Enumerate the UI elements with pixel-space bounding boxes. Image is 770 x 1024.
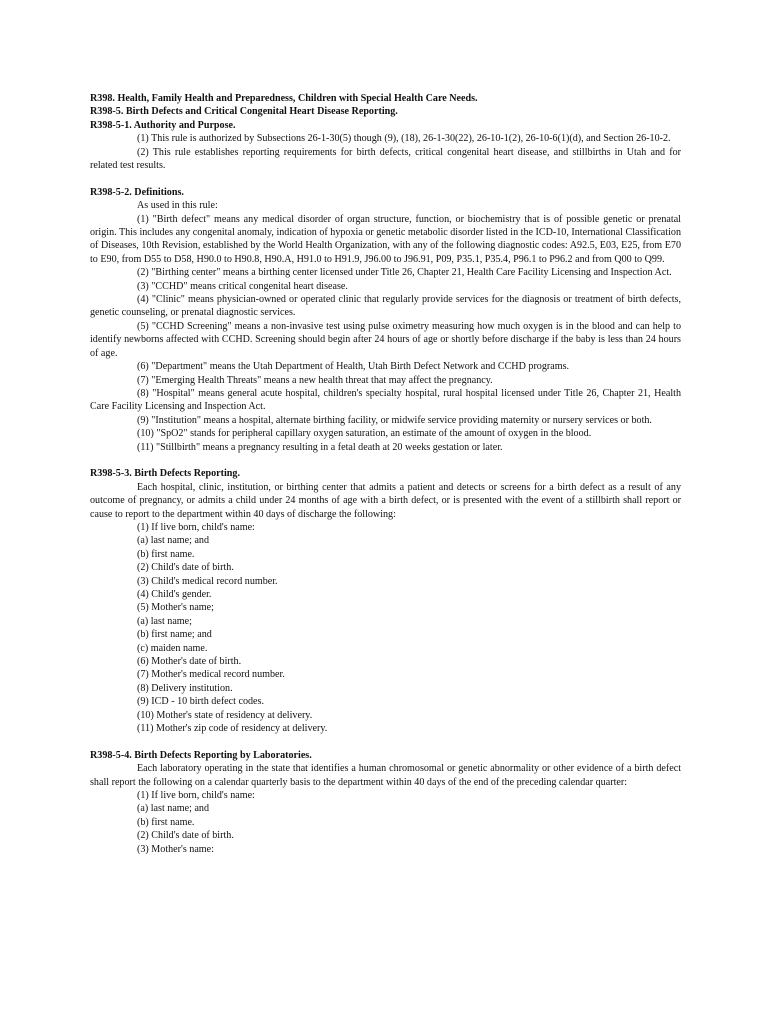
list-item: (1) If live born, child's name: — [137, 790, 255, 802]
list-item: (3) Child's medical record number. — [137, 575, 278, 587]
list-item: (2) Child's date of birth. — [137, 562, 234, 574]
section-1-title: R398-5-1. Authority and Purpose. — [90, 119, 236, 131]
section-3-list — [90, 521, 681, 736]
list-item: (8) Delivery institution. — [137, 682, 233, 694]
list-item: (c) maiden name. — [137, 642, 208, 654]
chapter-heading: R398. Health, Family Health and Preparedness, Children with Special Health Care Needs. — [90, 93, 478, 104]
list-item: (6) Mother's date of birth. — [137, 656, 242, 668]
section-4-title: R398-5-4. Birth Defects Reporting by Laboratories. — [90, 749, 312, 761]
definition-2: (2) "Birthing center" means a birthing center licensed under Title 26, Chapter 21, Health Care Facility Licensing and Inspection Act. — [137, 267, 672, 279]
list-item: (a) last name; and — [137, 535, 210, 547]
list-item: (9) ICD - 10 birth defect codes. — [137, 696, 264, 708]
list-item: (10) Mother's state of residency at delivery. — [137, 709, 313, 721]
section-3-intro: Each hospital, clinic, institution, or birthing center that admits a patient and detects or screens for a birth defect as a result of any outcome of pregnancy, or admits a child under 24 months of age with a birth defect, or is presented with the event of a stillbirth shall report or cause to report to the department within 40 days of discharge the following: — [90, 481, 681, 520]
section-1-paragraph-1: (1) This rule is authorized by Subsections 26-1-30(5) though (9), (18), 26-1-30(22), 26-10-1(2), 26-10-6(1)(d), and Section 26-10-2. — [137, 133, 671, 145]
section-4-intro: Each laboratory operating in the state that identifies a human chromosomal or genetic abnormality or other evidence of a birth defect shall report the following on a calendar quarterly basis to the department within 40 days of the end of the preceding calendar quarter: — [90, 763, 681, 788]
document-page — [90, 92, 681, 856]
definition-4: (4) "Clinic" means physician-owned or operated clinic that regularly provide services for the diagnosis or treatment of birth defects, genetic counseling, or prenatal diagnostic services. — [90, 294, 681, 319]
section-1-paragraph-2: (2) This rule establishes reporting requirements for birth defects, critical congenital heart disease, and stillbirths in Utah and for related test results. — [90, 146, 681, 172]
list-item: (b) first name. — [137, 816, 195, 828]
list-item: (4) Child's gender. — [137, 589, 212, 600]
section-2-intro: As used in this rule: — [137, 200, 218, 212]
list-item: (a) last name; and — [137, 803, 210, 815]
list-item: (5) Mother's name; — [137, 602, 214, 614]
definition-5: (5) "CCHD Screening" means a non-invasive test using pulse oximetry measuring how much oxygen is in the blood and can help to identify newborns affected with CCHD. Screening should begin after 24 hours of age or shortly before discharge if the baby is less than 24 hours of age. — [90, 320, 681, 359]
definition-6: (6) "Department" means the Utah Department of Health, Utah Birth Defect Network and CCHD programs. — [137, 361, 570, 373]
list-item: (b) first name. — [137, 548, 195, 560]
list-item: (1) If live born, child's name: — [137, 521, 255, 533]
definition-11: (11) "Stillbirth" means a pregnancy resulting in a fetal death at 20 weeks gestation or later. — [137, 441, 503, 453]
section-4-list — [90, 789, 681, 856]
list-item: (a) last name; — [137, 615, 192, 627]
definition-8: (8) "Hospital" means general acute hospital, children's specialty hospital, rural hospital licensed under Title 26, Chapter 21, Health Care Facility Licensing and Inspection Act. — [90, 387, 681, 413]
section-3-title: R398-5-3. Birth Defects Reporting. — [90, 468, 240, 480]
rule-heading: R398-5. Birth Defects and Critical Congenital Heart Disease Reporting. — [90, 106, 398, 118]
definition-10: (10) "SpO2" stands for peripheral capillary oxygen saturation, an estimate of the amount of oxygen in the blood. — [137, 428, 592, 440]
list-item: (11) Mother's zip code of residency at delivery. — [137, 723, 328, 735]
definition-1: (1) "Birth defect" means any medical disorder of organ structure, function, or biochemistry that is of possible genetic or prenatal origin. This includes any congenital anomaly, indication of hypoxia or genetic metabolic disorder listed in the ICD-10, International Classification of Diseases, 10th Revision, established by the World Health Organization, with any of the following diagnostic codes: A92.5, E03, E25, from E70 to E90, from D55 to D58, H90.0 to H90.8, H90.A, H91.0 to H91.9, J96.00 to J96.91, P09, P35.1, P35.4, P96.1 to P96.2 and from Q00 to Q99. — [90, 213, 681, 265]
list-item: (2) Child's date of birth. — [137, 830, 234, 842]
list-item: (b) first name; and — [137, 629, 212, 641]
definition-9: (9) "Institution" means a hospital, alternate birthing facility, or midwife service providing maternity or nursery services or both. — [137, 414, 652, 426]
definition-7: (7) "Emerging Health Threats" means a new health threat that may affect the pregnancy. — [137, 374, 493, 386]
section-2-title: R398-5-2. Definitions. — [90, 186, 184, 198]
list-item: (7) Mother's medical record number. — [137, 669, 285, 681]
definition-3: (3) "CCHD" means critical congenital heart disease. — [137, 280, 348, 292]
list-item: (3) Mother's name: — [137, 843, 214, 855]
